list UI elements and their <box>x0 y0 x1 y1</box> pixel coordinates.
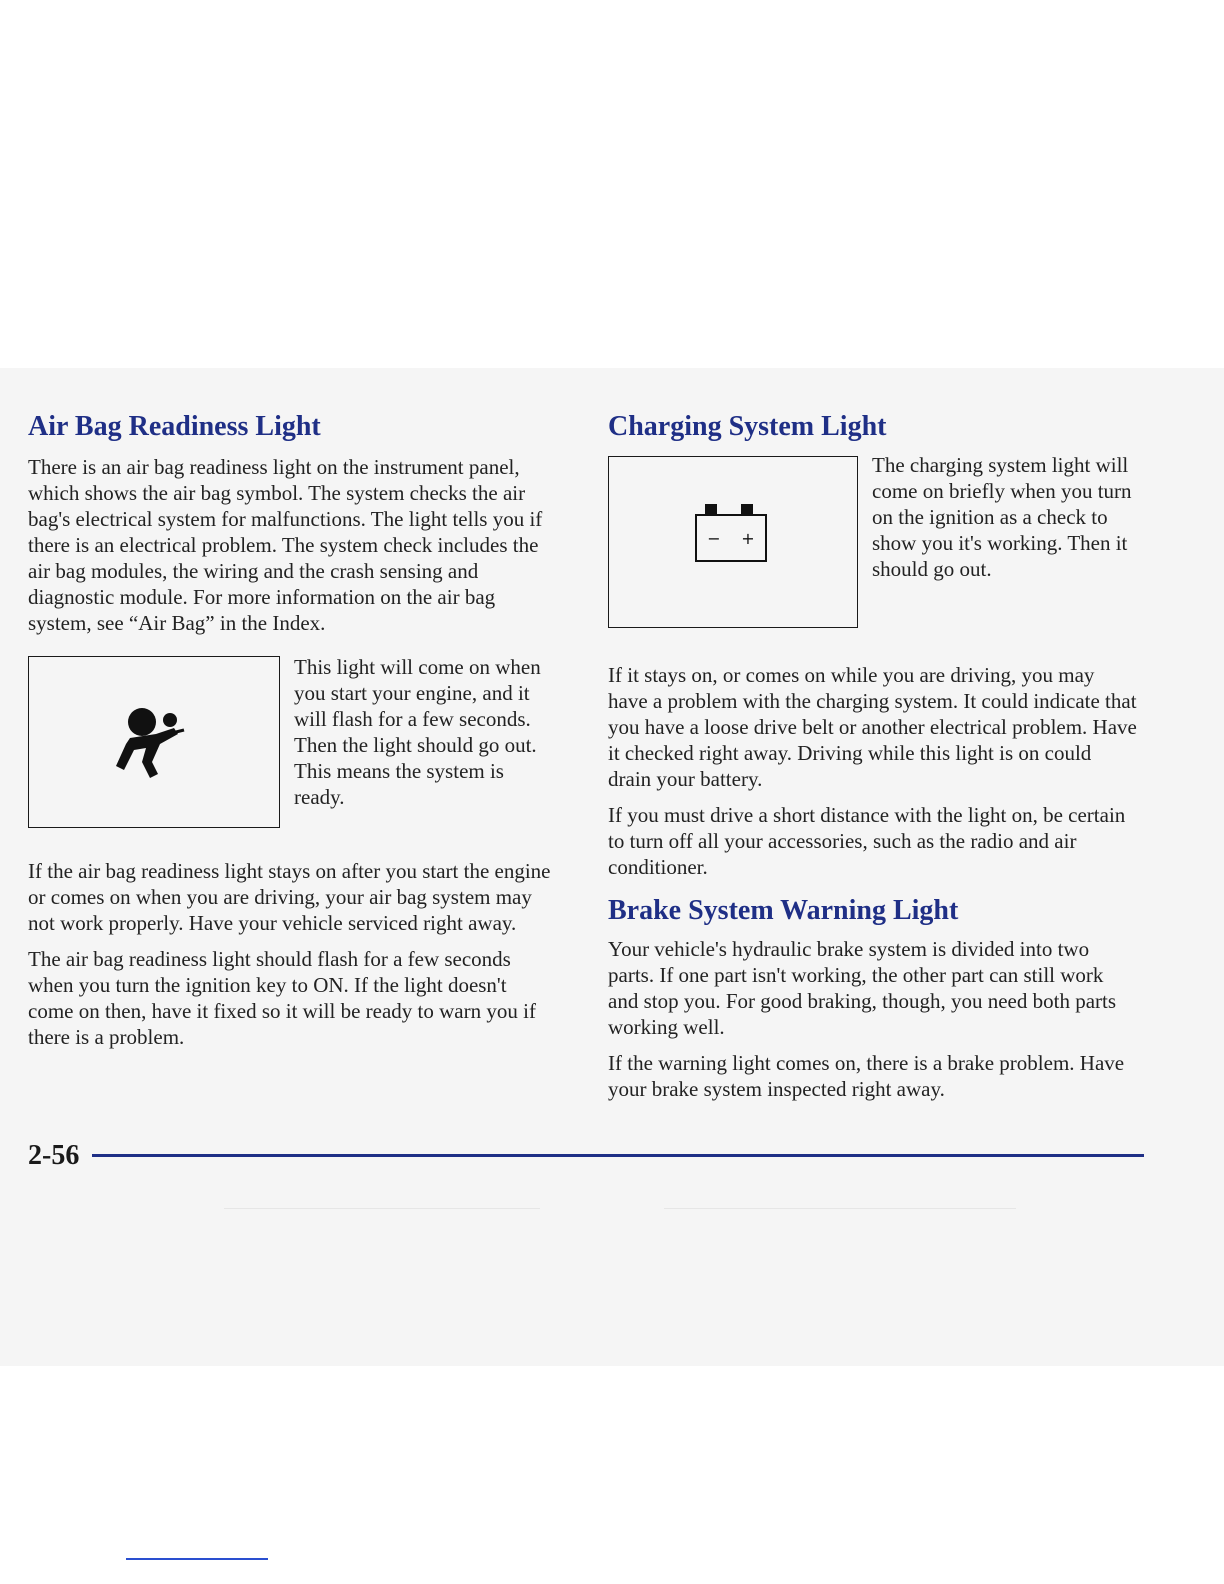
faint-divider-left <box>224 1208 540 1209</box>
airbag-flash-paragraph: The air bag readiness light should flash for a few seconds when you turn the ignition key to ON. If the light doesn't come on then, have it fixed so it will be ready to warn you if there is a problem. <box>28 947 536 1049</box>
left-column <box>28 368 556 1050</box>
airbag-stays-on-paragraph: If the air bag readiness light stays on after you start the engine or comes on when you are driving, your air bag system may not work properly. Have your vehicle serviced right away. <box>28 859 551 935</box>
battery-terminal-negative <box>705 504 717 514</box>
charging-stays-on-paragraph: If it stays on, or comes on while you are driving, you may have a problem with the charging system. It could indicate that you have a loose drive belt or another electrical problem. Have it checked right away. Driving while this light is on could drain your battery. <box>608 663 1137 791</box>
battery-terminal-positive <box>741 504 753 514</box>
battery-plus-symbol: + <box>741 528 755 548</box>
brake-hydraulic-paragraph: Your vehicle's hydraulic brake system is divided into two parts. If one part isn't working, the other part can still work and stop you. For good braking, though, you need both parts working well. <box>608 937 1117 1039</box>
footer-rule <box>92 1154 1144 1157</box>
right-column <box>608 368 1138 1102</box>
manual-page <box>0 368 1224 1366</box>
battery-body <box>695 514 767 562</box>
airbag-figure-row <box>28 656 556 828</box>
faint-divider-right <box>664 1208 1016 1209</box>
page-number: 2-56 <box>28 1140 80 1171</box>
battery-icon-box <box>608 456 858 628</box>
airbag-heading: Air Bag Readiness Light <box>28 411 321 442</box>
brake-heading: Brake System Warning Light <box>608 895 959 926</box>
airbag-icon-box <box>28 656 280 828</box>
airbag-beside-icon-text: This light will come on when you start your engine, and it will flash for a few seconds. Then the light should go out. This means the system is ready. <box>294 655 541 809</box>
charging-figure-row <box>608 453 1138 628</box>
battery-icon <box>695 504 771 570</box>
charging-beside-icon-text: The charging system light will come on briefly when you turn on the ignition as a check to show you it's working. Then it should go out. <box>872 453 1132 581</box>
charging-heading: Charging System Light <box>608 411 887 442</box>
bottom-link-underline <box>126 1558 268 1560</box>
airbag-icon <box>112 700 196 784</box>
battery-minus-symbol: − <box>707 528 721 548</box>
charging-short-distance-paragraph: If you must drive a short distance with the light on, be certain to turn off all your accessories, such as the radio and air conditioner. <box>608 803 1126 879</box>
airbag-intro-paragraph: There is an air bag readiness light on the instrument panel, which shows the air bag symbol. The system checks the air bag's electrical system for malfunctions. The light tells you if there is an electrical problem. The system check includes the air bag modules, the wiring and the crash sensing and diagnostic module. For more information on the air bag system, see “Air Bag” in the Index. <box>28 455 543 635</box>
brake-warning-paragraph: If the warning light comes on, there is a brake problem. Have your brake system inspected right away. <box>608 1051 1125 1101</box>
